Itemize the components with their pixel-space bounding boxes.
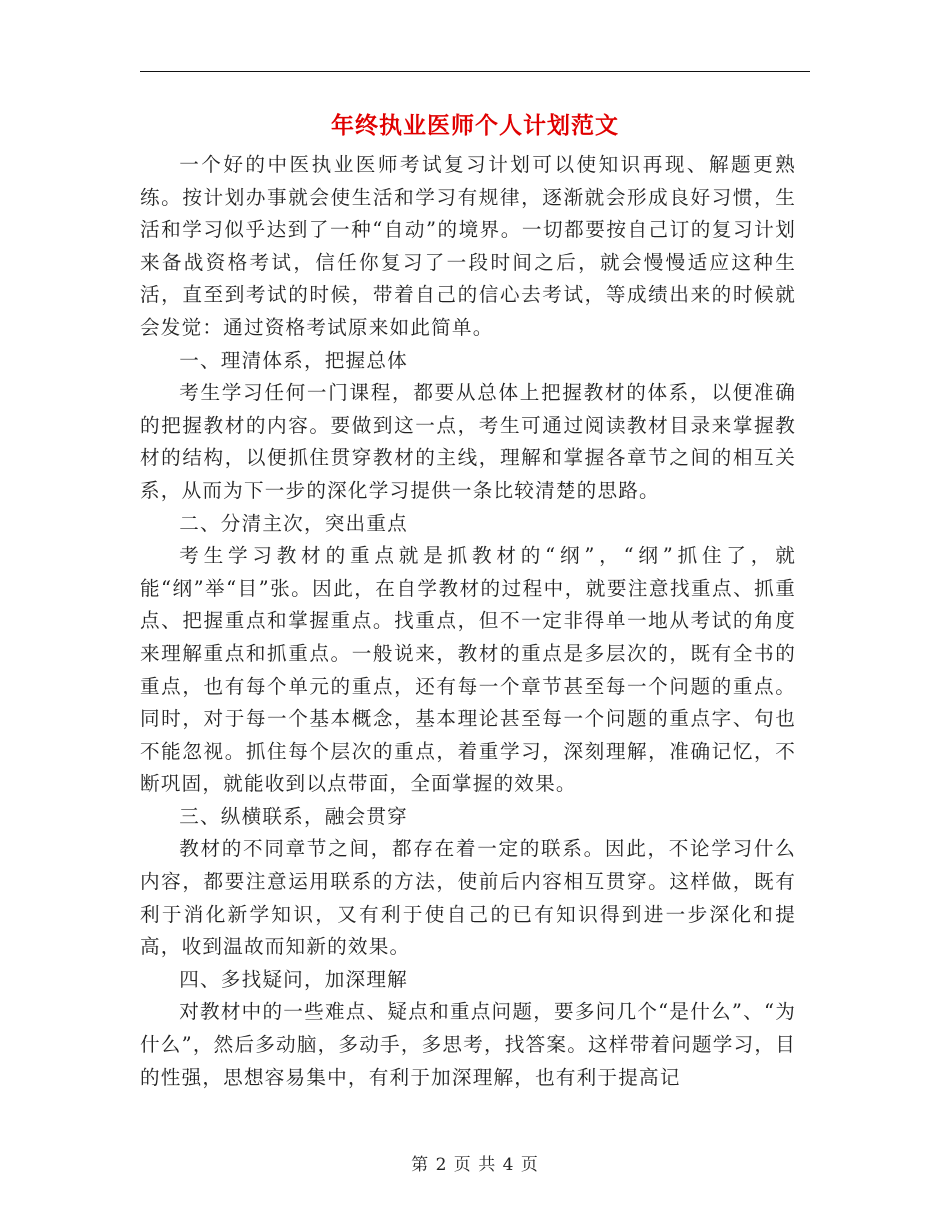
paragraph-section-2: 考生学习教材的重点就是抓教材的“纲”，“纲”抓住了，就能“纲”举“目”张。因此，在自学教材的过程中，就要注意找重点、抓重点、把握重点和掌握重点。找重点，但不一定非得单一地从考试的角度来理解重点和抓重点。一般说来，教材的重点是多层次的，既有全书的重点，也有每个单元的重点，还有每一个章节甚至每一个问题的重点。同时，对于每一个基本概念，基本理论甚至每一个问题的重点字、句也不能忽视。抓住每个层次的重点，着重学习，深刻理解，准确记忆，不断巩固，就能收到以点带面，全面掌握的效果。: [140, 544, 796, 796]
paragraph-intro: 一个好的中医执业医师考试复习计划可以使知识再现、解题更熟练。按计划办事就会使生活和学习有规律，逐渐就会形成良好习惯，生活和学习似乎达到了一种“自动”的境界。一切都要按自己订的复习计划来备战资格考试，信任你复习了一段时间之后，就会慢慢适应这种生活，直至到考试的时候，带着自己的信心去考试，等成绩出来的时候就会发觉：通过资格考试原来如此简单。: [140, 153, 796, 339]
section-heading-3: 三、纵横联系，融会贯穿: [179, 804, 408, 828]
paragraph-section-4: 对教材中的一些难点、疑点和重点问题，要多问几个“是什么”、“为什么”，然后多动脑，多动手，多思考，找答案。这样带着问题学习，目的性强，思想容易集中，有利于加深理解，也有利于提高记: [140, 1000, 796, 1089]
page-number-footer: 第 2 页 共 4 页: [411, 1155, 539, 1175]
paragraph-section-1: 考生学习任何一门课程，都要从总体上把握教材的体系，以便准确的把握教材的内容。要做到这一点，考生可通过阅读教材目录来掌握教材的结构，以便抓住贯穿教材的主线，理解和掌握各章节之间的相互关系，从而为下一步的深化学习提供一条比较清楚的思路。: [140, 381, 796, 502]
section-heading-2: 二、分清主次，突出重点: [179, 511, 408, 535]
section-heading-1: 一、理清体系，把握总体: [179, 348, 408, 372]
paragraph-section-3: 教材的不同章节之间，都存在着一定的联系。因此，不论学习什么内容，都要注意运用联系的方法，使前后内容相互贯穿。这样做，既有利于消化新学知识，又有利于使自己的已有知识得到进一步深化和提高，收到温故而知新的效果。: [140, 837, 796, 959]
section-heading-4: 四、多找疑问，加深理解: [179, 967, 408, 991]
document-body: [140, 149, 796, 1094]
header-rule: [140, 71, 810, 72]
document-title: 年终执业医师个人计划范文: [331, 112, 619, 139]
